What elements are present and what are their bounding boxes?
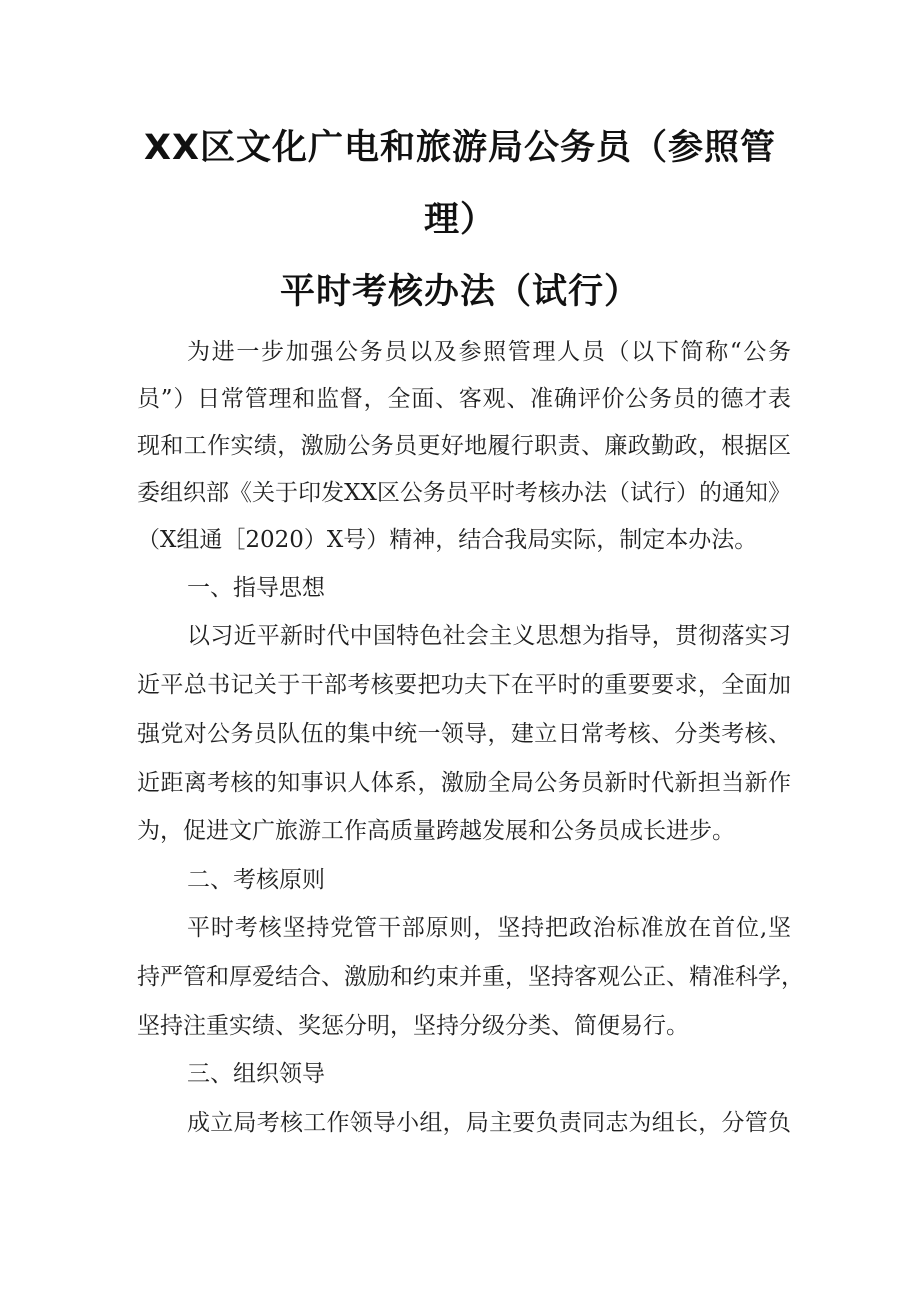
document-subtitle: 平时考核办法（试行）: [279, 272, 640, 312]
paragraph-line: 强党对公务员队伍的集中统一领导，建立日常考核、分类考核、: [137, 721, 791, 747]
paragraph-line: 为，促进文广旅游工作高质量跨越发展和公务员成长进步。: [137, 818, 735, 844]
paragraph-line: 近距离考核的知事识人体系，激励全局公务员新时代新担当新作: [137, 770, 791, 796]
paragraph-line: 成立局考核工作领导小组，局主要负责同志为组长，分管负: [187, 1110, 791, 1136]
document-title-line-2: 理）: [423, 200, 496, 240]
section-heading-guiding-ideology: 一、指导思想: [187, 575, 325, 601]
paragraph-line: 现和工作实绩，激励公务员更好地履行职责、廉政勤政，根据区: [137, 433, 791, 459]
paragraph-line: （X组通［2020）X号）精神，结合我局实际，制定本办法。: [137, 527, 758, 553]
section-heading-assessment-principles: 二、考核原则: [187, 867, 325, 893]
paragraph-line: 以习近平新时代中国特色社会主义思想为指导，贯彻落实习: [187, 623, 791, 649]
paragraph-line: 员”）日常管理和监督，全面、客观、准确评价公务员的德才表: [137, 386, 791, 412]
paragraph-line: 平时考核坚持党管干部原则，坚持把政治标准放在首位,坚: [187, 915, 791, 941]
paragraph-line: 委组织部《关于印发XX区公务员平时考核办法（试行）的通知》: [137, 480, 791, 506]
paragraph-line: 持严管和厚爱结合、激励和约束并重，坚持客观公正、精准科学，: [137, 964, 804, 990]
paragraph-line: 为进一步加强公务员以及参照管理人员（以下简称“公务: [187, 339, 791, 365]
paragraph-line: 坚持注重实绩、奖惩分明，坚持分级分类、简便易行。: [137, 1013, 689, 1039]
document-title-line-1: XX区文化广电和旅游局公务员（参照管: [144, 128, 776, 168]
paragraph-line: 近平总书记关于干部考核要把功夫下在平时的重要要求，全面加: [137, 672, 791, 698]
section-heading-organization-leadership: 三、组织领导: [187, 1061, 325, 1087]
